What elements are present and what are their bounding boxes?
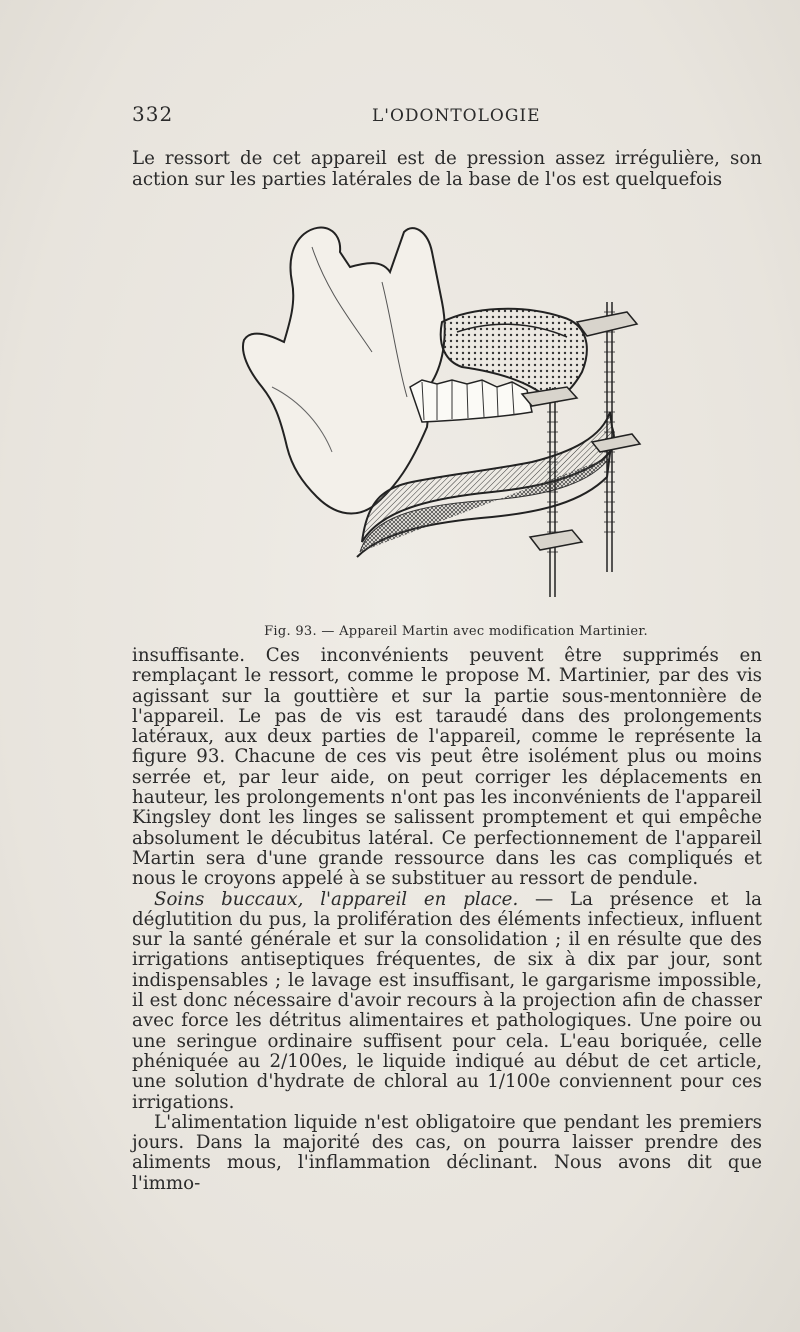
figure-caption	[132, 624, 762, 639]
paragraph-alimentation: L'alimentation liquide n'est obligatoire que pendant les premiers jours. Dans la majorité des cas, on pourra laisser prendre des aliments mous, l'inflammation déclinant. Nous avons dit que l'immo-	[132, 1111, 762, 1194]
paragraph-soins-title: Soins buccaux, l'appareil en place.	[154, 888, 519, 910]
teeth-row	[410, 380, 532, 422]
paragraph-intro-text: Le ressort de cet appareil est de pression assez irrégulière, son action sur les parties latérales de la base de l'os est quelquefois	[132, 148, 762, 190]
running-title: L'ODONTOLOGIE	[372, 106, 541, 126]
screw-left	[547, 387, 558, 597]
jaw-appliance-figure	[232, 212, 642, 607]
paragraph-martinier: insuffisante. Ces inconvénients peuvent être supprimés en remplaçant le ressort, comme le propose M. Martinier, par des vis agissant sur la gouttière et sur la partie sous-mentonnière de l'appareil. Le pas de vis est taraudé dans des prolongements latéraux, aux deux parties de l'appareil, comme le représente la figure 93. Chacune de ces vis peut être isolément plus ou moins serrée et, par leur aide, on peut corriger les déplacements en hauteur, les prolongements n'ont pas les inconvénients de l'appareil Kingsley dont les linges se salissent promptement et qui empêche absolument le décubitus latéral. Ce perfectionnement de l'appareil Martin sera d'une grande ressource dans les cas compliqués et nous le croyons appelé à se substituer au ressort de pendule.	[132, 645, 762, 890]
paragraph-soins-text: — La présence et la déglutition du pus, la prolifération des éléments infectieux, influent sur la santé générale et sur la consolidation ; il en résulte que des irrigations antiseptiques fréquentes, de six à dix par jour, sont indispensables ; le lavage est insuffisant, le gargarisme impossible, il est donc nécessaire d'avoir recours à la projection afin de chasser avec force les détritus alimentaires et pathologiques. Une poire ou une seringue ordinaire suffisent pour cela. L'eau boriquée, celle phéniquée au 2/100es, le liquide indiqué au début de cet article, une solution d'hydrate de chloral au 1/100e conviennent pour ces irrigations.	[132, 888, 762, 1113]
paragraph-soins	[132, 890, 762, 1113]
figure-caption-text: Fig. 93. — Appareil Martin avec modification Martinier.	[264, 624, 648, 639]
page-header	[132, 102, 762, 132]
page-number: 332	[132, 102, 174, 126]
main-text	[132, 646, 762, 1194]
bracket-middle	[522, 387, 577, 406]
paragraph-intro	[132, 148, 762, 190]
mandible-bone	[243, 228, 445, 514]
bracket-bottom	[530, 530, 582, 550]
